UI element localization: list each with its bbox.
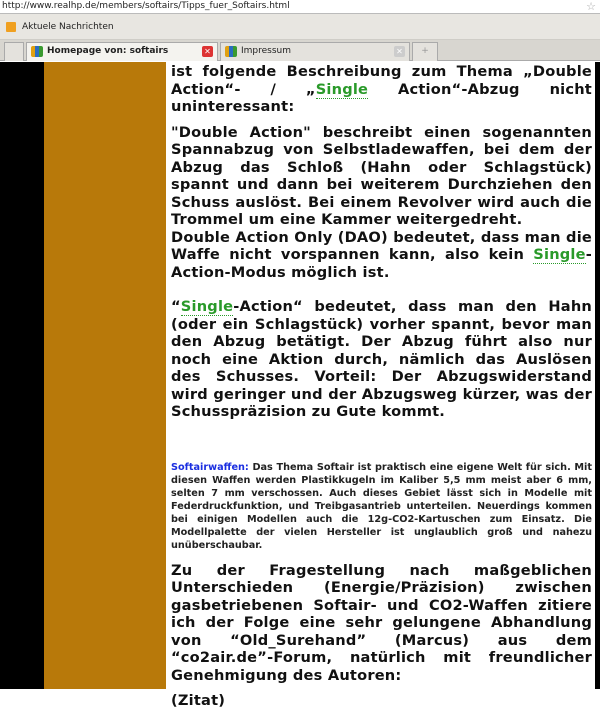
favicon-icon bbox=[31, 46, 43, 57]
paragraph-softairwaffen bbox=[171, 461, 592, 552]
text: “ bbox=[171, 298, 181, 315]
paragraph-double-action: "Double Action" beschreibt einen sogenannten Spannabzug von Selbstladewaffen, bei dem der Abzug das Schloß (Hahn oder Schlagstück) spannt und dann bei weiterem Durchziehen den Schuss auslöst. Bei einem Revolver wird auch die Trommel um eine Kammer weitergedreht. bbox=[171, 123, 592, 228]
text: Action“-Abzug nicht uninteressant: bbox=[171, 80, 592, 115]
sidebar-column bbox=[44, 62, 166, 689]
favicon-icon bbox=[225, 46, 237, 57]
new-tab-button[interactable]: + bbox=[412, 42, 438, 61]
article bbox=[171, 62, 592, 718]
right-margin bbox=[595, 62, 600, 689]
paragraph-intro bbox=[171, 63, 592, 116]
tab-impressum[interactable] bbox=[220, 42, 410, 61]
left-margin bbox=[0, 62, 44, 689]
url-text[interactable]: http://www.realhp.de/members/softairs/Tipps_fuer_Softairs.html bbox=[2, 1, 290, 11]
text: Das Thema Softair ist praktisch eine eigene Welt für sich. Mit diesen Waffen werden Plastikkugeln im Kaliber 5,5 mm meist aber 6 mm, selten 7 mm verschossen. Auch dieses Gebiet lässt sich in Modelle mit Federdruckfunktion, und Treibgasantrieb unterteilen. Neuerdings kommen bei einigen Modellen auch die 12g-CO2-Kartuschen zum Einsatz. Die Modellpalette der vielen Hersteller ist unglaublich groß und nahezu unüberschaubar. bbox=[171, 461, 592, 551]
single-link[interactable]: Single bbox=[180, 298, 234, 315]
text: -Action“ bedeutet, dass man den Hahn (oder ein Schlagstück) vorher spannt, bevor man den Abzug betätigt. Der Abzug führt also nur noch eine Aktion durch, nämlich das Auslösen des Schusses. Vorteil: Der Abzugswiderstand wird geringer und der Abzugsweg kürzer, was der Schusspräzision zu Gute kommt. bbox=[171, 298, 592, 420]
bookmark-star-icon[interactable]: ☆ bbox=[586, 0, 596, 13]
section-label: Softairwaffen: bbox=[171, 461, 249, 473]
single-link[interactable]: Single bbox=[315, 80, 369, 98]
paragraph-single-action bbox=[171, 298, 592, 421]
text: ist folgende Beschreibung zum Thema „Double Action“- / „ bbox=[171, 63, 592, 98]
tab-homepage[interactable] bbox=[26, 42, 218, 61]
single-link[interactable]: Single bbox=[533, 246, 586, 263]
url-bar[interactable] bbox=[0, 0, 600, 14]
paragraph-dao bbox=[171, 229, 592, 282]
paragraph-zitat: (Zitat) bbox=[171, 692, 226, 709]
bookmarks-toolbar bbox=[0, 14, 600, 40]
paragraph-fragestellung: Zu der Fragestellung nach maßgeblichen Unterschieden (Energie/Präzision) zwischen gasbetriebenen Softair- und CO2-Waffen zitiere ich der Folge eine sehr gelungene Abhandlung von “Old_Surehand” (Marcus) aus dem “co2air.de”-Forum, natürlich mit freundlicher Genehmigung des Autoren: bbox=[171, 561, 592, 684]
tab-bar bbox=[0, 40, 600, 61]
text: Double Action Only (DAO) bedeutet, dass man die Waffe nicht vorspannen kann, also kein bbox=[171, 228, 592, 263]
close-tab-icon[interactable]: ✕ bbox=[394, 46, 405, 57]
rss-icon bbox=[6, 22, 16, 32]
text: -Action-Modus möglich ist. bbox=[171, 246, 592, 281]
tab-scroll-left-button[interactable] bbox=[4, 42, 24, 61]
tab-label: Impressum bbox=[241, 46, 292, 56]
bookmark-aktuelle-nachrichten[interactable]: Aktuele Nachrichten bbox=[22, 22, 114, 32]
tab-label: Homepage von: softairs bbox=[47, 46, 169, 56]
close-tab-icon[interactable]: ✕ bbox=[202, 46, 213, 57]
